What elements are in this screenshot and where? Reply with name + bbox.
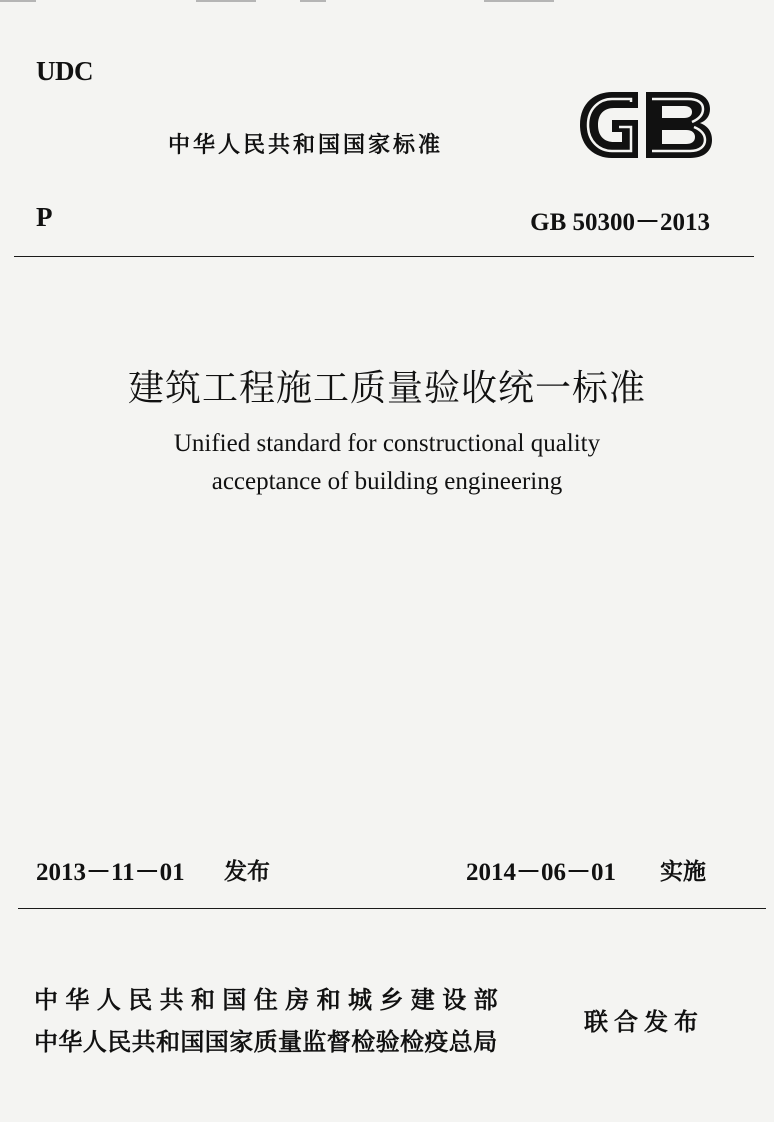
classification-code: P bbox=[36, 202, 53, 232]
title-english-line1: Unified standard for constructional quality bbox=[173, 430, 601, 457]
issue-label: 发布 bbox=[224, 859, 270, 885]
gb-logo-icon bbox=[574, 88, 716, 162]
issuer-aqsiq: 中华人民共和国国家质量监督检验检疫总局 bbox=[34, 1028, 498, 1056]
standard-number: GB 50300－2013 bbox=[530, 209, 710, 236]
title-chinese: 建筑工程施工质量验收统一标准 bbox=[127, 368, 646, 409]
header-divider bbox=[14, 256, 754, 257]
joint-issue-label: 联合发布 bbox=[584, 1008, 704, 1036]
implement-date: 2014－06－01 bbox=[466, 859, 617, 886]
issue-date: 2013－11－01 bbox=[36, 859, 185, 886]
implement-label: 实施 bbox=[660, 859, 706, 885]
issuer-ministry: 中华人民共和国住房和城乡建设部 bbox=[34, 986, 505, 1014]
scan-edge-marks bbox=[0, 0, 774, 6]
udc-label: UDC bbox=[36, 56, 93, 86]
footer-divider bbox=[18, 908, 766, 909]
standard-type: 中华人民共和国国家标准 bbox=[168, 133, 444, 158]
title-english-line2: acceptance of building engineering bbox=[211, 468, 563, 495]
